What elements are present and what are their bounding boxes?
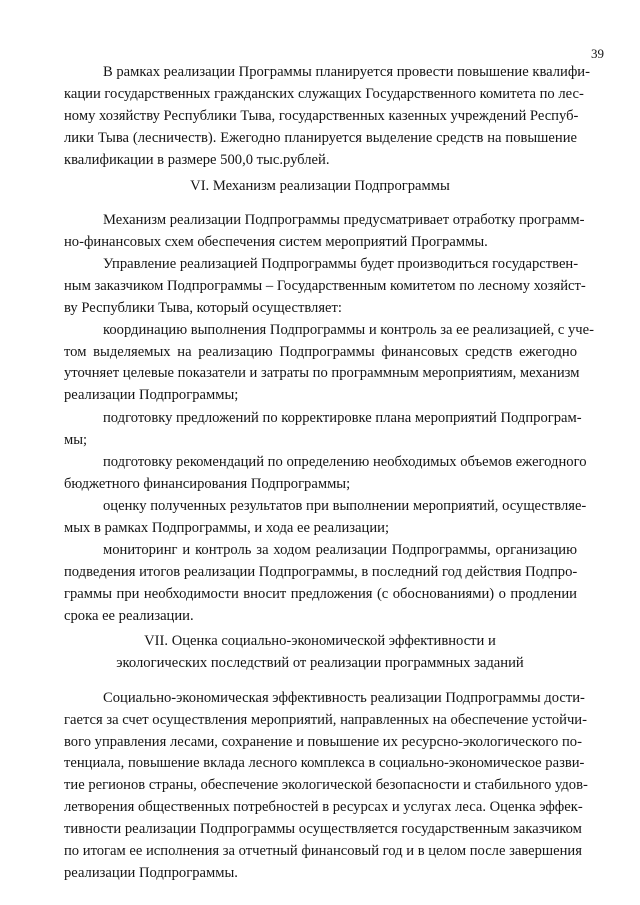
- section-7-line: вого управления лесами, сохранение и повышение их ресурсно-экологического по-: [64, 734, 582, 750]
- section-7-line: Социально-экономическая эффективность реализации Подпрограммы дости-: [103, 690, 585, 706]
- section-6-line: но-финансовых схем обеспечения систем мероприятий Программы.: [64, 234, 488, 250]
- section-6-line: срока ее реализации.: [64, 608, 194, 624]
- section-6-line: подготовку предложений по корректировке плана мероприятий Подпрограм-: [103, 410, 582, 426]
- intro-line: квалификации в размере 500,0 тыс.рублей.: [64, 152, 330, 168]
- section-6-line: ным заказчиком Подпрограммы – Государственным комитетом по лесному хозяйст-: [64, 278, 586, 294]
- section-6-line: Механизм реализации Подпрограммы предусматривает отработку программ-: [103, 212, 585, 228]
- section-6-line: уточняет целевые показатели и затраты по программным мероприятиям, механизм: [64, 365, 580, 381]
- section-7-line: тенциала, повышение вклада лесного комплекса в социально-экономическое разви-: [64, 755, 585, 771]
- intro-line: В рамках реализации Программы планируется провести повышение квалифи-: [103, 64, 590, 80]
- section-7-line: гается за счет осуществления мероприятий, направленных на обеспечение устойчи-: [64, 712, 587, 728]
- section-7-line: по итогам ее исполнения за отчетный финансовый год и в целом после завершения: [64, 843, 582, 859]
- section-7-heading: VII. Оценка социально-экономической эффективности и: [144, 633, 496, 649]
- section-6-line: подведения итогов реализации Подпрограммы, в последний год действия Подпро-: [64, 564, 578, 580]
- section-6-line: мониторинг и контроль за ходом реализации Подпрограммы, организацию: [103, 542, 577, 558]
- section-6-line: мых в рамках Подпрограммы, и хода ее реализации;: [64, 520, 390, 536]
- section-6-line: бюджетного финансирования Подпрограммы;: [64, 476, 351, 492]
- section-7-line: летворения общественных потребностей в ресурсах и услугах леса. Оценка эффек-: [64, 799, 583, 815]
- section-7-line: тие регионов страны, обеспечение экологической безопасности и стабильного удов-: [64, 777, 588, 793]
- section-6-line: том выделяемых на реализацию Подпрограммы финансовых средств ежегодно: [64, 344, 577, 360]
- section-6-heading: VI. Механизм реализации Подпрограммы: [190, 178, 450, 194]
- intro-line: кации государственных гражданских служащих Государственного комитета по лес-: [64, 86, 584, 102]
- intro-line: ному хозяйству Республики Тыва, государственных казенных учреждений Респуб-: [64, 108, 579, 124]
- section-6-line: ву Республики Тыва, который осуществляет:: [64, 300, 342, 316]
- section-7-heading: экологических последствий от реализации программных заданий: [116, 655, 524, 671]
- section-7-line: реализации Подпрограммы.: [64, 865, 238, 881]
- section-6-line: граммы при необходимости вносит предложения (с обоснованиями) о продлении: [64, 586, 577, 602]
- section-6-line: реализации Подпрограммы;: [64, 387, 239, 403]
- section-7-line: тивности реализации Подпрограммы осуществляется государственным заказчиком: [64, 821, 582, 837]
- section-6-line: оценку полученных результатов при выполнении мероприятий, осуществляе-: [103, 498, 587, 514]
- section-6-line: координацию выполнения Подпрограммы и контроль за ее реализацией, с уче-: [103, 322, 594, 338]
- section-6-line: мы;: [64, 432, 88, 448]
- page-number: 39: [591, 46, 604, 61]
- section-6-line: подготовку рекомендаций по определению необходимых объемов ежегодного: [103, 454, 587, 470]
- intro-line: лики Тыва (лесничеств). Ежегодно планируется выделение средств на повышение: [64, 130, 577, 146]
- section-6-line: Управление реализацией Подпрограммы будет производиться государствен-: [103, 256, 579, 272]
